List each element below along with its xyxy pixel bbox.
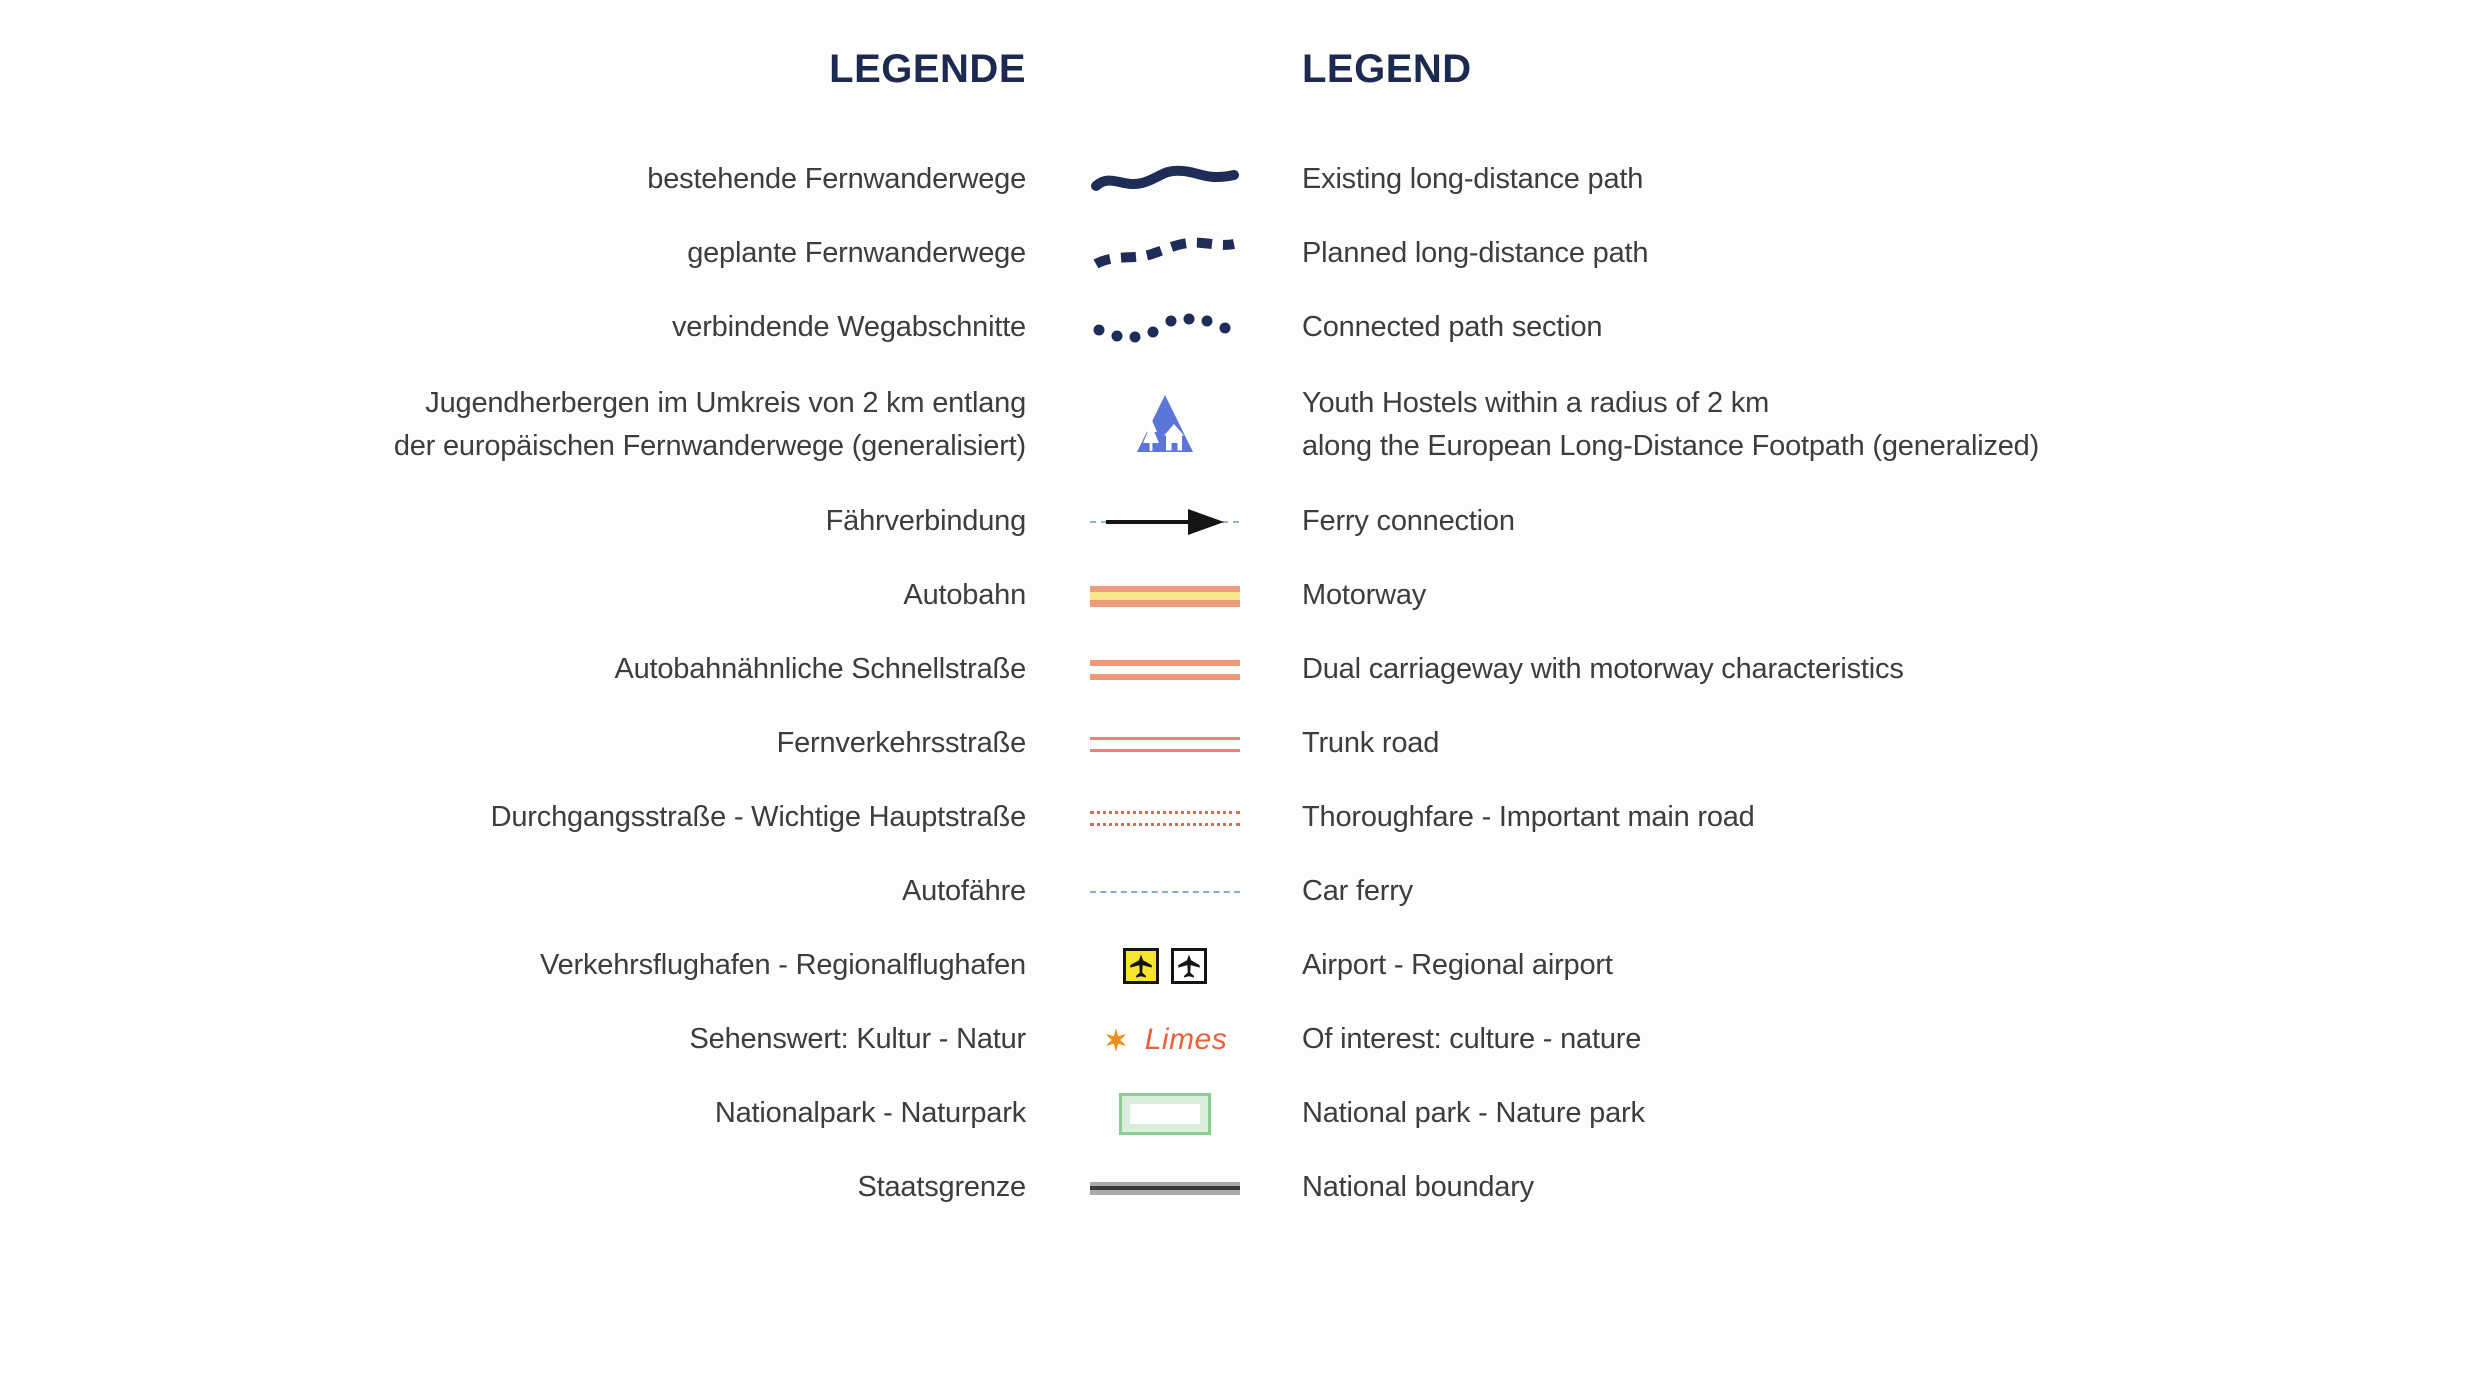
label-de-car-ferry: Autofähre [902, 875, 1026, 908]
label-en-youth-hostels [1290, 382, 2474, 469]
thoroughfare-dotted-lines-icon [1090, 811, 1240, 826]
national-boundary-symbol [1040, 1182, 1290, 1195]
legend-row-youth-hostels [0, 365, 2474, 485]
legend-row-of-interest [0, 1003, 2474, 1077]
legend-row-existing-path [0, 143, 2474, 217]
existing-path-symbol [1040, 163, 1290, 197]
existing-path-wave-icon [1090, 163, 1240, 197]
label-en-ferry-connection: Ferry connection [1302, 505, 1515, 538]
legend-row-dual-carriageway [0, 633, 2474, 707]
legend-row-national-park [0, 1077, 2474, 1151]
airport-icon [1123, 948, 1159, 984]
label-de-national-park: Nationalpark - Naturpark [714, 1097, 1026, 1130]
label-de-youth-hostels-line1: Jugendherbergen im Umkreis von 2 km entlang [425, 386, 1026, 419]
motorway-band-icon [1090, 586, 1240, 607]
national-boundary-band-icon [1090, 1182, 1240, 1195]
label-de-national-boundary: Staatsgrenze [857, 1171, 1026, 1204]
label-en-youth-hostels-line1: Youth Hostels within a radius of 2 km [1302, 386, 1770, 419]
label-en-connected-path: Connected path section [1302, 311, 1603, 344]
legend-row-car-ferry [0, 855, 2474, 929]
car-ferry-symbol [1040, 891, 1290, 893]
label-en-trunk-road: Trunk road [1302, 727, 1440, 760]
label-en-airports: Airport - Regional airport [1302, 949, 1613, 982]
national-park-rectangle-icon [1119, 1093, 1211, 1135]
legend-row-trunk-road [0, 707, 2474, 781]
limes-star-icon [1103, 1027, 1129, 1053]
thoroughfare-symbol [1040, 811, 1290, 826]
national-park-symbol [1040, 1093, 1290, 1135]
label-en-national-boundary: National boundary [1302, 1171, 1534, 1204]
label-de-youth-hostels-line2: der europäischen Fernwanderwege (generalisiert) [393, 430, 1026, 462]
label-de-connected-path: verbindende Wegabschnitte [672, 311, 1026, 344]
regional-airport-icon [1171, 948, 1207, 984]
label-en-national-park: National park - Nature park [1302, 1097, 1645, 1130]
legend-row-thoroughfare [0, 781, 2474, 855]
planned-path-dashed-wave-icon [1090, 236, 1240, 272]
label-de-airports: Verkehrsflughafen - Regionalflughafen [540, 949, 1026, 982]
label-de-existing-path: bestehende Fernwanderwege [647, 163, 1026, 196]
car-ferry-dashed-line-icon [1090, 891, 1240, 893]
legend-row-ferry-connection [0, 485, 2474, 559]
label-de-youth-hostels [0, 382, 1040, 469]
label-de-dual-carriageway: Autobahnähnliche Schnellstraße [614, 653, 1026, 686]
label-en-existing-path: Existing long-distance path [1302, 163, 1644, 196]
dual-carriageway-symbol [1040, 660, 1290, 680]
label-de-of-interest: Sehenswert: Kultur - Natur [689, 1023, 1026, 1056]
label-en-motorway: Motorway [1302, 579, 1427, 612]
label-en-thoroughfare: Thoroughfare - Important main road [1302, 801, 1755, 834]
planned-path-symbol [1040, 236, 1290, 272]
youth-hostel-icon [1135, 394, 1195, 456]
label-en-car-ferry: Car ferry [1302, 875, 1413, 908]
label-de-planned-path: geplante Fernwanderwege [687, 237, 1026, 270]
trunk-road-lines-icon [1090, 737, 1240, 752]
label-en-of-interest: Of interest: culture - nature [1302, 1023, 1642, 1056]
legend-row-airports [0, 929, 2474, 1003]
youth-hostel-symbol [1040, 394, 1290, 456]
airports-symbol [1040, 948, 1290, 984]
label-de-motorway: Autobahn [903, 579, 1026, 612]
label-de-ferry-connection: Fährverbindung [825, 505, 1026, 538]
dual-carriageway-bands-icon [1090, 660, 1240, 680]
of-interest-symbol [1040, 1023, 1290, 1057]
legend-header [0, 42, 2474, 96]
ferry-arrow-icon [1090, 505, 1240, 539]
connected-path-symbol [1040, 309, 1290, 347]
legend-row-motorway [0, 559, 2474, 633]
label-de-trunk-road: Fernverkehrsstraße [776, 727, 1026, 760]
label-en-youth-hostels-line2: along the European Long-Distance Footpath (generalized) [1302, 430, 2040, 462]
legend-row-national-boundary [0, 1151, 2474, 1225]
label-de-thoroughfare: Durchgangsstraße - Wichtige Hauptstraße [490, 801, 1026, 834]
motorway-symbol [1040, 586, 1290, 607]
legend-title-english: LEGEND [1302, 46, 1472, 91]
trunk-road-symbol [1040, 737, 1290, 752]
label-en-dual-carriageway: Dual carriageway with motorway characteristics [1302, 653, 1904, 686]
legend-row-planned-path [0, 217, 2474, 291]
label-en-planned-path: Planned long-distance path [1302, 237, 1649, 270]
limes-label: Limes [1144, 1023, 1228, 1056]
ferry-connection-symbol [1040, 505, 1290, 539]
connected-path-dots-icon [1090, 309, 1240, 347]
legend-row-connected-path [0, 291, 2474, 365]
legend-title-german: LEGENDE [829, 46, 1026, 91]
